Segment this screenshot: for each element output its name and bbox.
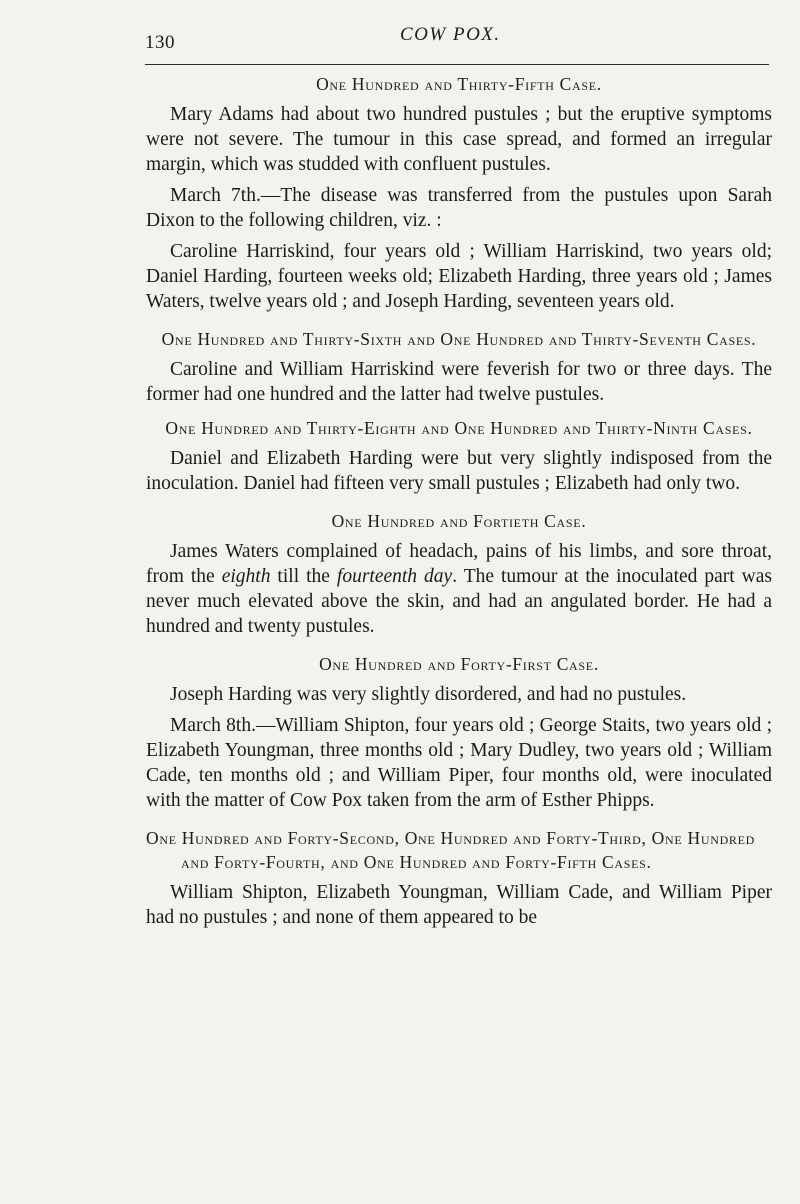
children-list-paragraph: Caroline Harriskind, four years old ; William Harriskind, two years old; Daniel Harding, fourteen weeks old; Elizabeth Harding, three years old ; James Waters, twelve years old ; and Joseph Harding, seventeen years old.	[146, 241, 772, 312]
case-140-paragraph	[146, 539, 772, 639]
case-140-text-b: till the	[270, 566, 337, 587]
case-140-emphasis-fourteenth: fourteenth day	[336, 566, 453, 587]
running-title: COW POX.	[400, 24, 501, 45]
case-142-145-paragraph: William Shipton, Elizabeth Youngman, William Cade, and William Piper had no pustules ; and none of them appeared to be	[146, 882, 772, 928]
header-rule	[145, 64, 769, 65]
case-136-137-paragraph: Caroline and William Harriskind were feverish for two or three days. The former had one hundred and the latter had twelve pustules.	[146, 359, 772, 405]
case-136-137-title: One Hundred and Thirty-Sixth and One Hundred and Thirty-Seventh Cases.	[161, 329, 757, 349]
case-142-145-title: One Hundred and Forty-Second, One Hundred and Forty-Third, One Hundred and Forty-Fourth, and One Hundred and Forty-Fifth Cases.	[146, 828, 756, 872]
case-138-139-paragraph: Daniel and Elizabeth Harding were but very slightly indisposed from the inoculation. Daniel had fifteen very small pustules ; Elizabeth had only two.	[146, 448, 772, 494]
page-header	[145, 22, 770, 62]
march-8-paragraph: March 8th.—William Shipton, four years old ; George Staits, two years old ; Elizabeth Youngman, three months old ; Mary Dudley, two years old ; William Cade, ten months old ; and William Piper, four months old, were inoculated with the matter of Cow Pox taken from the arm of Esther Phipps.	[146, 715, 772, 811]
case-141-paragraph: Joseph Harding was very slightly disordered, and had no pustules.	[170, 684, 687, 705]
page-body	[146, 72, 772, 930]
case-135-paragraph: Mary Adams had about two hundred pustules ; but the eruptive symptoms were not severe. The tumour in this case spread, and formed an irregular margin, which was studded with confluent pustules.	[146, 104, 772, 175]
page-number: 130	[145, 32, 175, 53]
case-141-title: One Hundred and Forty-First Case.	[319, 654, 599, 674]
march-7-paragraph: March 7th.—The disease was transferred from the pustules upon Sarah Dixon to the following children, viz. :	[146, 185, 772, 231]
case-140-emphasis-eighth: eighth	[221, 566, 271, 587]
case-140-text-c: . The tumour at the inoculated part was never much elevated above the skin, and had an angulated border. He had a hundred and twenty pustules.	[146, 566, 773, 637]
case-135-title: One Hundred and Thirty-Fifth Case.	[316, 74, 602, 94]
case-138-139-title: One Hundred and Thirty-Eighth and One Hundred and Thirty-Ninth Cases.	[165, 418, 753, 438]
case-140-title: One Hundred and Fortieth Case.	[331, 511, 587, 531]
case-140-text-a: James Waters complained of headach, pains of his limbs, and sore throat, from the	[146, 541, 772, 587]
